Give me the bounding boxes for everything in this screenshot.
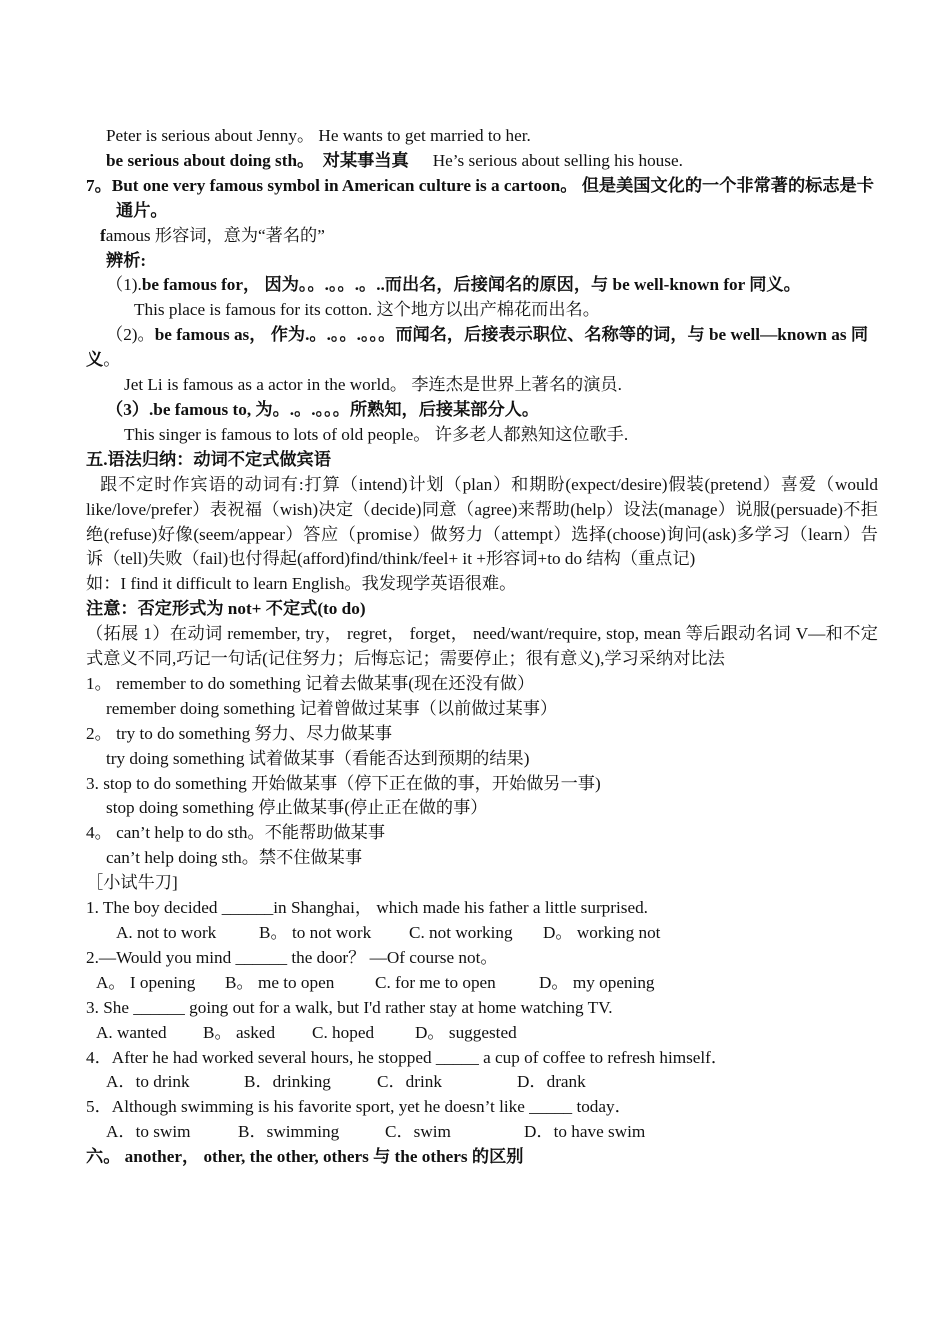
option-a: A. wanted: [96, 1022, 167, 1042]
option-c: C．swim: [385, 1122, 451, 1142]
contrast-3-infinitive: 3. stop to do something 开始做某事（停下正在做的事，开始做另一事): [86, 773, 601, 793]
usage-1-example: This place is famous for its cotton. 这个地方以出产棉花而出名。: [134, 300, 600, 320]
option-a: A。 I opening: [96, 972, 196, 992]
negative-form-note: 注意：否定形式为 not+ 不定式(to do): [86, 599, 366, 619]
practice-heading: ［小试牛刀]: [86, 873, 178, 893]
phrase-serious-about-example: He’s serious about selling his house.: [432, 150, 683, 170]
question-4-options: [86, 1070, 878, 1095]
example-sentence-serious: Peter is serious about Jenny。 He wants to get married to her.: [106, 126, 531, 145]
question-1: 1. The boy decided ______in Shanghai， which made his father a little surprised.: [86, 898, 648, 918]
option-a: A. not to work: [116, 923, 217, 942]
question-3: 3. She ______ going out for a walk, but I'd rather stay at home watching TV.: [86, 997, 613, 1017]
contrast-2-infinitive: 2。 try to do something 努力、尽力做某事: [86, 723, 393, 743]
option-d: D．to have swim: [524, 1122, 646, 1142]
usage-2-number: （2)。: [106, 325, 155, 345]
option-b: B。 to not work: [259, 923, 372, 942]
contrast-1-infinitive: 1。 remember to do something 记着去做某事(现在还没有做）: [86, 673, 535, 693]
usage-2-example: Jet Li is famous as a actor in the world。 李连杰是世界上著名的演员.: [124, 375, 622, 395]
question-3-options: [86, 1021, 878, 1046]
usage-3-example: This singer is famous to lots of old people。 许多老人都熟知这位歌手.: [124, 424, 629, 444]
contrast-4-gerund: can’t help doing sth。禁不住做某事: [106, 848, 363, 868]
question-4: 4．After he had worked several hours, he stopped _____ a cup of coffee to refresh himself．: [86, 1047, 729, 1067]
usage-1: [86, 273, 878, 298]
option-b: B．drinking: [244, 1072, 331, 1092]
analysis-heading: 辨析:: [106, 250, 147, 270]
phrase-serious-about: [86, 149, 878, 174]
option-c: C. hoped: [312, 1022, 375, 1042]
famous-initial: f: [100, 225, 106, 245]
option-c: C. not working: [409, 923, 513, 942]
option-c: C．drink: [377, 1072, 442, 1092]
option-d: D。 suggested: [415, 1022, 517, 1042]
usage-2: [86, 323, 878, 373]
option-c: C. for me to open: [375, 972, 496, 992]
option-a: A．to swim: [106, 1122, 191, 1142]
extension-1-paragraph: （拓展 1）在动词 remember, try， regret， forget， need/want/require, stop, mean 等后跟动名词 V—和不定式意义不同,巧记一句话(记住努力；后悔忘记；需要停止；很有意义),学习采纳对比法: [86, 624, 878, 669]
contrast-1-gerund: remember doing something 记着曾做过某事（以前做过某事）: [106, 698, 558, 718]
option-d: D。 my opening: [539, 972, 655, 992]
infinitive-example: 如：I find it difficult to learn English。我发现学英语很难。: [86, 574, 517, 594]
option-a: A．to drink: [106, 1072, 190, 1092]
question-1-options: [86, 921, 878, 946]
option-b: B。 asked: [203, 1022, 276, 1042]
document-page: [86, 124, 878, 1170]
phrase-serious-about-label: be serious about doing sth。 对某事当真: [106, 150, 409, 170]
usage-2-text: be famous as， 作为.。.。。.。。。而闻名，后接表示职位、名称等的词，与 be well—known as 同义: [86, 325, 869, 370]
section-6-heading: 六。 another， other, the other, others 与 the others 的区别: [86, 1147, 524, 1167]
section-5-heading: 五.语法归纳：动词不定式做宾语: [86, 449, 331, 469]
usage-1-number: （1).: [106, 275, 142, 295]
contrast-3-gerund: stop doing something 停止做某事(停止正在做的事）: [106, 798, 488, 818]
option-d: D。 working not: [543, 923, 661, 942]
contrast-2-gerund: try doing something 试着做某事（看能否达到预期的结果): [106, 748, 530, 768]
infinitive-verbs-paragraph: 跟不定时作宾语的动词有:打算（intend)计划（plan）和期盼(expect/desire)假装(pretend）喜爱（would like/love/prefer）表祝福（wish)决定（decide)同意（agree)来帮助(help）设法(manage）说服(persuade)不拒绝(refuse)好像(seem/appear）答应（promise）做努力（attempt）选择(choose)询问(ask)多学习（learn）告诉（tell)失败（fail)也付得起(afford)find/think/feel+ it +形容词+to do 结构（重点记): [86, 474, 878, 569]
option-b: B。 me to open: [225, 972, 335, 992]
option-d: D．drank: [517, 1072, 586, 1092]
question-2: 2.—Would you mind ______ the door？ —Of course not。: [86, 947, 498, 967]
famous-definition-text: amous 形容词，意为“著名的”: [105, 225, 325, 245]
famous-definition: [86, 224, 878, 249]
question-5-options: [86, 1120, 878, 1145]
usage-3: （3）.be famous to, 为。.。.。。。所熟知，后接某部分人。: [106, 399, 540, 419]
question-5: 5．Although swimming is his favorite sport, yet he doesn’t like _____ today．: [86, 1097, 632, 1117]
contrast-4-infinitive: 4。 can’t help to do sth。不能帮助做某事: [86, 823, 386, 843]
question-2-options: [86, 971, 878, 996]
point-7-heading: 7。But one very famous symbol in American culture is a cartoon。 但是美国文化的一个非常著的标志是卡通片。: [86, 175, 874, 220]
option-b: B．swimming: [238, 1122, 340, 1142]
usage-1-text: be famous for， 因为。。.。。.。..而出名，后接闻名的原因，与 be well-known for 同义。: [141, 275, 801, 295]
usage-2-end: 。: [103, 350, 121, 370]
